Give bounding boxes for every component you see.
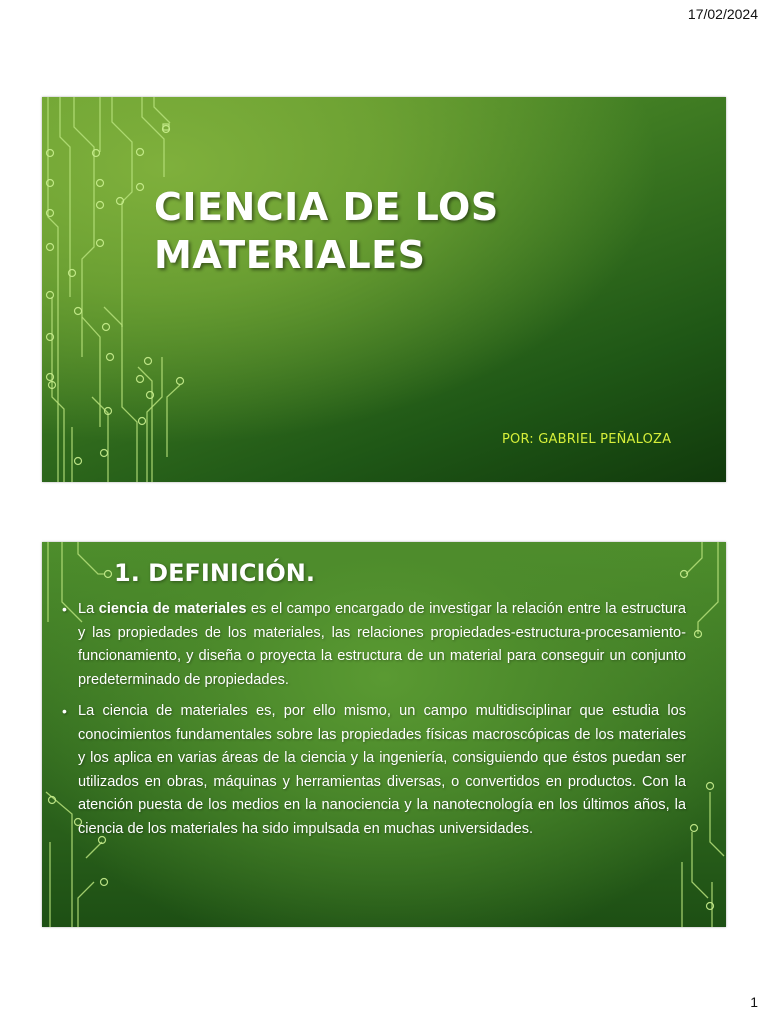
bullet-marker: • [62, 601, 67, 617]
list-item [62, 598, 686, 692]
section-heading: 1. DEFINICIÓN. [114, 559, 315, 587]
bullet-list [62, 598, 686, 849]
bullet-text-prefix: La [78, 601, 99, 617]
slide-definition [42, 542, 726, 927]
list-item [62, 700, 686, 841]
bullet-text-rest: es el campo encargado de investigar la relación entre la estructura y las propiedades de los materiales, las relaciones propiedades-estructura-procesamiento-funcionamiento, y diseña o proyecta la estructura de un material para conseguir un conjunto predeterminado de propiedades. [78, 601, 687, 688]
circuit-decoration [42, 97, 232, 482]
page-date: 17/02/2024 [687, 6, 758, 22]
slide-title-slide [42, 97, 726, 482]
bullet-term: ciencia de materiales [98, 601, 247, 617]
slide-title: CIENCIA DE LOS MATERIALES [154, 185, 499, 277]
bullet-text: La ciencia de materiales es, por ello mismo, un campo multidisciplinar que estudia los conocimientos fundamentales sobre las propiedades físicas macroscópicas de los materiales y los aplica en varias áreas de la ciencia y la ingeniería, consiguiendo que éstos puedan ser utilizados en obras, máquinas y herramientas diversas, o convertidos en productos. Con la atención puesta de los medios en la nanociencia y la nanotecnología en los últimos años, la ciencia de los materiales ha sido impulsada en muchas universidades. [78, 703, 686, 837]
bullet-marker: • [62, 703, 67, 719]
page-number: 1 [750, 994, 758, 1010]
slide-author: POR: GABRIEL PEÑALOZA [502, 432, 672, 447]
